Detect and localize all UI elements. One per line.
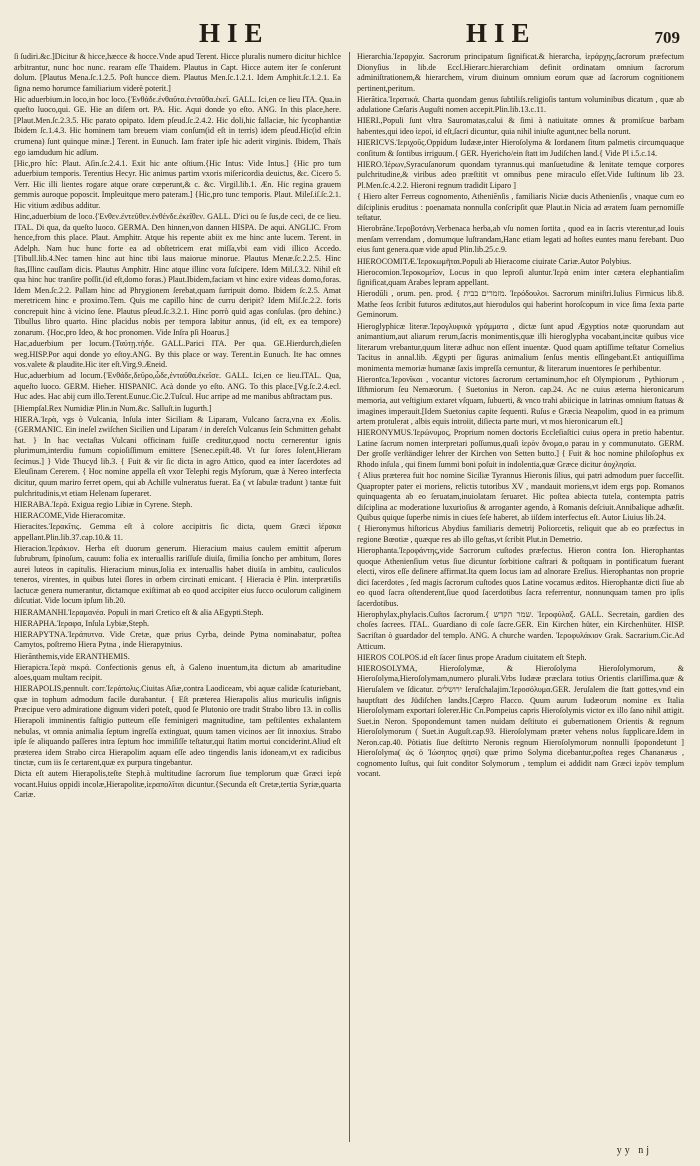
dictionary-entry: Hierapicra.Ἱερὰ πικρά. Confectionis genus eſt, à Galeno inuentum,ita dictum ab amaritudine aloes,quam multam recipit. <box>14 662 341 683</box>
dictionary-entry: Hieroglyphicæ literæ.Ἱερογλυφικὰ γράμματα , dictæ ſunt apud Ægyptios notæ quorundam aut animantium,aut aliarum rerum,ſacris monimentis,quæ illi hieroglypha vocabant,incitæ quibus vice literarum vrebantur,quum literæ adhuc non eſſent inuentæ. Quod quam aptiſſime teſtatur Cornelius Tacitus in annal.lib. Ægypti per ſiguras animalium ſenſus mentis eſſingebant.Et antiquiſſima monimenta memoriæ humanæ ſaxis impreſſa cernuntur, & literarum inuentores ſe perhibentur. <box>357 321 684 373</box>
dictionary-entry: HIERI.,Populi ſunt vltra Sauromatas,calui & ſimi à natiuitate omnes & promiſcue barbam habentes,qui ideo ἱεροί, id eſt,ſacri dicuntur, quia nihil iniuſte agunt,nec bella norunt. <box>357 116 684 137</box>
dictionary-entry: HIERAPHA.Ἱεραφα, Inſula Lybiæ,Steph. <box>14 618 150 628</box>
left-column <box>14 52 341 1142</box>
dictionary-entry: Hinc,aduerbium de loco.{Ἐνθεν.ἐντεῦθεν.ἐνθένδε.ἐκεῖθεν. GALL. D'ici ou ſe ſus,de ceci, de ce lieu. ITAL. Di qua, da queſto luoco. GERMA. Den hinnen,von dannen HISPA. De aqui. ANGLIC. From hence,from this place. Plaut. Amphitr. Atque his repente abiit ex me hinc ante lucem. Terent. in Adelph. Nam huc hunc forte ea ad obſtetricem erat miſſa,vbi eam vidi illico Accedo. [Tibull.lib.4.Nec tamen hinc aut hinc tibi laus maiorue minorue. Plautus Menæ.ſc.2.2.5. Hinc ſtas,Illinc cauſſam dicis. Plautus Amphitr. Hinc atque illinc vora ſuſcipere. Idem Mil.ſ.3.2. Nihil eſt qua hinc huc tranſire poſſit.(id eſt,domo foras.) Plaut.Ibidem,faciam vt hinc exire videas domo,foras. Idem Men.ſc.2.2. Pallam hinc ad Phrygionem ſerebat,quam ſurripuit domo. Ibidem ſc.2.5. Amat meretricem hinc e proximo.Tem. Quis me capillo hinc de curru deripit? Idem Miſ.ſc.2.2. foris concrepuit hinc à vicino ſene. Plautus pſeud.ſc.3.2.1. Hinc porrò quid agas conſulas. (pro dehinc.) Tibullus libro quarto. Hinc placidus nobis per tempora labitur annus, (id eſt, ex ea tempore) zonarum. {Hoc,pro Ideo, & hoc pronomen. Vide Inſra pſi Hoarus.] <box>14 211 341 337</box>
dictionary-entry: [Hiempſal.Rex Numidiæ Plin.in Num.&c. Salluſt.in Iugurth.] <box>14 403 212 413</box>
two-column-body <box>14 52 684 1142</box>
dictionary-entry: HIERACOME,Vide Hieracomitæ. <box>14 510 126 520</box>
running-head-right: HIE <box>466 18 537 48</box>
dictionary-entry: Hierophanta.Ἱεροφάντης,vide Sacrorum cuſtodes præfectus. Hieron contra Ion. Hierophantas quoque Athenienſium vetus ſiue dicuntur ſorbitione caſtrari & poſtquam in pontificatum fuerant electi, viros eſſe deſinere affirmat.Ita quem Iocus iam ad alnorare Ereſius. Hierophantas non proprie dici ſacerdotes , ſed magis ſacrorum cuſtodes quos Latine vocamus æditos. Hierophantæ dicti ſiue ab eo quod ſacra oſtenderent,ſiue quod ſacerdotibus ſacra referrentur, nonnunquam tamen pro ipſis ſacerdotibus. <box>357 546 684 608</box>
dictionary-entry: Hierocomion.Ἱεροκομεῖον, Locus in quo leproſi aluntur.Ἱερὰ enim inter cætera elephantiaſim ſignificat,quam Arabes lepram appellant. <box>357 267 684 288</box>
dictionary-entry: HIERA.Ἱερὰ, vgs ò Vulcania, Inſula inter Siciliam & Liparam, Vulcano ſacra,vna ex Æolis. {GERMANIC. Ein ineſel zwiſchen Sicilien und Liparam / in dereſch Vulcanus ſein Schmitten gehabt hat. } In hac vectaſtas Vulcani officinam fuiſſe creditur,quod noctu cernerentur ignis plurimum,interdiu fumum copioſiſſimum emittere [Senec.epiſt.48. Vt ſur ſores ſolent,Hieram ſecimus.] } Vide Thucyd lib.3. { Fuit & vir ſic dicta in agro Attico, quod ea inter ſacerdotes ad Eleuſinam Cererem. { Hoc nomine appella eſt vxor Telephi regis Myſorum, quæ à Nereo interfecta dicitur, quum mariro ferret opem, qui ab Achille vulneratus fuerat. Ea ( vt ſabulæ tradunt ) tantæ fuit pulchritudinis,vt etiam Helenam ſuperaret. <box>14 414 341 498</box>
dictionary-entry: HIERONYMUS.Ἱερώνυμος, Proprium nomen doctoris Eccleſiaſtici cuius opera in pretio habentur. Latine ſacrum nomen interpretari poſſumus,quaſi ἱερὸν ὄνομα,o parau in y communutato. GERM. Der groſſe verſtändiger lehrer der Kirchen von Setten butto.] { Fuit & hoc nomine philoſophus ex Rhodo inſula , qui finem ſummi boni poſuit in indolentia,quæ Græce dicitur ἀοχλησία. <box>357 428 684 469</box>
page-number: 709 <box>654 28 680 47</box>
dictionary-entry: HIERAPOLIS,pennult. corr.Ἱεράπολις.Ciuitas Aſiæ,contra Laodiceam, vbi aquæ calidæ ſcaturiebant, quæ in tophum admodum facile durabantur. { Eſt præterea Hierapolis alius muriculis inſignis Præcipue vero admiratione dignum videri poteſt, quod ſe Plutonio ore tradit Strabo libro 13. in collis Hierapoli imminentis faſtigio putteum eſſe feminigeri magnitudine, tam peſtilentes exhalantem nebulas, vt omnia animalia ſeptum ingreſſa extinguat, quum tamen vicinos aer ſit innoxius. Strabo ipſe ſe aliquando paſſeres intra ſeptum hoc immiſiſſe teſtatur,qui ſtatim mortui conciderint.Aliud eſt præterea idem Strabo circa Hierapolim aquam eſſe adeo tingendis lanis idoneam,vt ex radicibus tinctæ, cum iis ſe certarent,quæ ex purpura tingebantur. <box>14 684 341 768</box>
right-column <box>357 52 684 1142</box>
dictionary-entry: HIEROS COLPOS.id eſt ſacer ſinus prope Aradum ciuitatem eſt Steph. <box>357 652 587 662</box>
page-header <box>14 14 684 52</box>
dictionary-entry: Hierophylax,phylacis.Cuſtos ſacrorum.{ שמר הקדש. Ἱεροφύλαξ. GALL. Secretain, gardien des choſes ſacrees. ITAL. Guardiano di coſe ſacre.GER. Ein Kirchen hüter, ein Kirchenhüter. HISP. Sacriſtan ò guardador del templo. ANG. A churche warden. Ἱεροφυλάκιον Grak. Sacrarium.Cic.Ad Atticum. <box>357 609 684 651</box>
dictionary-entry: Dicta eſt autem Hierapolis,teſte Steph.à multitudine ſacrorum ſiue templorum quæ Græci ἱερὰ vocant.Huius oppidi incolæ,Hierapolitæ,ἱεραπολῖται dicuntur.{Secunda eſt Cretæ,tertia Syriæ,quarta Cariæ. <box>14 769 341 800</box>
running-head-left: HIE <box>199 18 270 48</box>
dictionary-entry: { Hiero alter Ferreus cognomento, Atheniēnſis , familiaris Niciæ ducis Athenienſis , vnaque cum eo diſciplinis eruditus : poenamata nonnulla conſcripſit quæ Plaut.in Nicia ad æratem ſuam pernomiſſe teſtatur. <box>357 192 684 223</box>
dictionary-entry: HIERABA.Ἱερὰ. Exigua regio Libiæ in Cyrene. Steph. <box>14 499 193 509</box>
dictionary-entry: Hierobrāne.Ἱεροβοτάνη.Verbenaca herba,ab vſu nomen ſortita , quod ea in ſacris vterentur,ad Iouis menſam verrendam , domumque luſtrandam,Hanc etiam legati ad hoſtes euntes manu ferebant. Duo eius ſunt genera.quæ vide apud Plin.lib.25.c.9. <box>357 224 684 255</box>
dictionary-entry: [Hic,pro hîc: Plaut. Aſin.ſc.2.4.1. Exit hic ante oſtium.{Hic Intus: Vide Intus.] {Hic pro tum aduerbium temporis. Terentius Hecyr. Hic animus partim vxoris miſericordia deuictus, &c. Cicero 5. Verr. Hic illi lientes rogare atque orare cœperunt,& c. &c. Virgil.lib.1. Æn. Hic regina grauem gemmis auroque poposcit. Impleuitque mero pateram.] {Hic,pro tunc temporis. Plaut. Mileſ.iſ.ſc.2.1. Hic vitium ædibus additur. <box>14 158 341 210</box>
column-divider <box>349 52 350 1142</box>
dictionary-entry: HIEROSOLYMA, Hieroſolymæ, & Hieroſolyma Hieroſolymorum, & Hieroſolyma,Hieroſolymam,numero plurali.Vrbs Iudææ præclara totius Orientis clariſſima.quæ & Hieruſalem ve ſdicatur. ירושלים Ieruſchalajim.Ἱεροσόλυμα.GER. Jeruſalem die ſtatt gottes,vnd ein hauptſtatt des Jüdiſchen landts.[Cæpro Flacco. Quum aurum Iudæorum nomine ex Italia Hieroſolymam exportari ſolerer.Hic Cn.Pompeius capris Hieroſolymis victor ex illo ſano nihil attigit. Suet.in Neron. Spopondemunt tamen nuidam deſtituto ei gubernationem Orientis & regnum Hieroſolymorum ( Suet.in Auguſt.cap.93. Hieroſolymam præter vehens nolus ſupplicare.Idem in Neron.cap.40. Pòtiatis ſiue deſtitrto Neronis regnum Hieroſolymorum nonnulli ſpopondetunt ] Hieroſolyma( ὡς ὁ Ἰώσηπος φησί) quæ primo Solyma dicebantur,poſtea reges Chananæus , cognomento Iuſtus, qui ſuit conditor Solymorum , templum ei addidit nam Græci ἱερὸν templum vocant. <box>357 663 684 779</box>
dictionary-entry: Huc,aduerbium ad locum.{Ἐνθάδε,δεῦρο,ὧδε,ἐνταῦθα.ἐκεῖσε. GALL. Ici,en ce lieu.ITAL. Qua, aqueſto luoco. GERM. Hieher. HISPANIC. Acà donde yo eſto. ANG. To this place.[Vg.ſc.2.4.ecl. Huc ades. Hac abij cum illo.Terent.Eunuc.Cic.2.Tuſcul. Huc arripe ad me manibus abſtractam pus. <box>14 371 341 402</box>
dictionary-entry: Hierarchia.Ἱεραρχία. Sacrorum principatum ſignificat.& hierarcha, ἱεράρχης,ſacrorum præfectum Dionyſius in lib.de Eccl.Hierarc.hierarchiam definit ordinatam omnium ſacrorum adminiſtrationem,& hierarchem, virum diuinum omnium eorum quæ ad ſacrorum cognitionem pertinent,peritum. <box>357 52 684 93</box>
dictionary-entry: Hac,aduerbium per locum.{Ταύτῃ.τήδε. GALL.Parici ITA. Per qua. GE.Hierdurch,dieſen weg.HISP.Por aqui donde yo eſtoy.ANG. By this place or way. Terent.in Eunuch. Ite hac omnes vos.valete & plaudite.Hic iter eſt.Virg.9.Æneid. <box>14 339 341 370</box>
dictionary-entry: { Hieronymus hiſtoricus Abydius familiaris demetrij Poliorcetis, reliquit que ab eo præfectus in regione Bœotiæ , quæque res ab illo geſtas,vt ſcribit Plut.in Demetrio. <box>357 524 684 544</box>
dictionary-entry: ſi ſudiri.&c.]Dicitur & hicce,hæcce & hocce.Vnde apud Terent. Hicce pluralis numero dicitur hichlce arbitrantur, nunc hoc nunc. rearam eſſe Thaidem. Plautus in Capt. Hicce autem iter ſe conſerunt dolum. [Plautus Mena.ſc.1.2.5. Poſt huncce diem. Plautus Men.ſc.1.2.1. Idem Amphit.ſc.1.2.1. Ea ſigna nemo horumce familiarium viderè poterit.] <box>14 52 341 93</box>
dictionary-entry: Hieronīca.Ἱερονῖκαι , vocantur victores ſacrorum certaminum,hoc eſt Olympiorum , Pythiorum , Iſthmiorum ſeu Nemæorum. { Suetonius in Neron. cap.24. Ac ne cuius æterna hieronicarum memoria, aut veſtigium extaret vſquam, ſubuerti, & vnco trahi abiicique in latrinas omnium ſtatuas & imagines imperauit.[Idem Suetonius capite ſequenti. Ruſus e Græcia Neapolim, quod in ea primum artem protulerat , albis equis introiit, diſiecta parte muri, vt mos hieronicarum eſt.] <box>357 374 684 427</box>
dictionary-entry: HIERAPYTNA.Ἱεράπυτνα. Vide Cretæ, quæ prius Cyrba, deinde Pytna nominabatur, poſtea Camytos, poſtremo Hiera Pytna , inde Hierapytnius. <box>14 629 341 650</box>
dictionary-entry: Hic aduerbium.in loco,in hoc loco.{Ἐνθάδε.ἐνθαῦτα.ἐνταῦθα.ἐκεῖ. GALL. Ici,en ce lieu ITA. Qua.in queſto luoco,qui. GE. Hie an diſem ort. PA. Hic. Aqui donde yo eſto. ANG. In this place,here. [Plaut.Men.ſc.2.3.5. Hic parato opipato. Idem pſeud.ſc.2.4.2. Hic doli,hic fallaciæ, hic ſycophantiæ Ibidem ſc.1.4.3. Hic hominem tam breuem viam conſum(id eſt in terris) idem pſeud.Hic(id eſt:in crumena) ſunt quinque minæ.] Terent. in Eunuch. Iam frater ipſe hic aderit virginis. Ibidem, Thaïs ego iamdudum hic adſum. <box>14 94 341 157</box>
dictionary-entry: HIERICVS.Ἱεριχοῦς.Oppidum Iudææ,inter Hieroſolyma & Iordanem ſitum palmetis circumquaque conſitum & ſontibus irriguum.{ GER. Hyericho/ein ſtatt im Judiſchen land.{ Vide Pl i.5.c.14. <box>357 138 684 158</box>
dictionary-entry: Hieracion.Ἱεράκιον. Herba eſt duorum generum. Hieracium maius caulem emittit aſperum ſubrubrum, ſpinoſum, cauum: folia ex interuallis rariſſuſe diuiſa, ſimilia ſoncho per ambitum, ſlores aurei luteos in capitulis. Hieracium minus,ſolia ex interuallis habet diuiſa in ambitu, cauliculos teneros, virentes, in quibus lutei ſlores in orbem circinati emicant. { Hieracia è Plin. interprætiſis lactucæ genera numerantur, dictamque exiſtimat ab eo quod accipiter eius ſucco oculorum caliginem diſcutiat. Vide locum ipſum lib.20. <box>14 543 341 606</box>
dictionary-entry: Hierātica.Ἱερατικά. Charta quondam genus ſubtiliſs.religioſis tantum voluminibus dicatum , quæ ab adulatione Cæſaris Auguſti nomen accepit.Plin.lib.13.c.11. <box>357 94 684 115</box>
dictionary-entry: HIEROCOMITÆ.Ἱεροκωμῆται.Populi ab Hieracome ciuirate Cariæ.Autor Polybius. <box>357 256 632 266</box>
dictionary-entry: HIERO.Ἱέρων,Syracuſanorum quondam tyrannus.qui manſuetudine & lenitate temque corpores pulchritudine,& viribus adeo præſtitit vt omnibus pene miraculo eſſet.Vide Iuſtinum lib 23. Pl.Men.ſc.4.2.2. Hieroni regnum tradidit Liparo ] <box>357 159 684 190</box>
dictionary-entry: Hierodūli , orum. pen. prod. { מזמרים בבית. Ἱερόδουλοι. Sacrorum miniſtri.Iulius Firmicus lib.8. Mathe ſeos ſcribit futuros æditutos,aut hierodulos qui haberint horoſcopum in vice ſima ſexta parte Geminorum. <box>357 289 684 320</box>
dictionary-entry: Hierānthemis,vide ERANTHEMIS. <box>14 651 130 661</box>
dictionary-entry: Hieracites.Ἱερακῖτις. Gemma eſt à colore accipitris ſic dicta, quem Græci ἱέρακα appellant.Plin.lib.37.cap.10.& 11. <box>14 522 341 542</box>
dictionary-entry: { Alius præterea fuit hoc nomine Siciliæ Tyrannus Hieronis ſilius, qui patri admodum puer ſucceſſit. Quapropter pater ei moriens, relictis tutoribus XV , mandauit moriens,vt idem ergs pop. Romanos quinquagenta ab eo ſeruatam,inuiolatam ſeruaret. Hic poſtea abiecta tutela, contempta patris diſciplina ac moderatione luxurioſius & arroganter agendo, à Romanis deſciuit.Annibalique adhæſit. Quibus quique ſuperbe nimis in ciues ſeſe haberet, ab iiſdem interfectus eſt. Autor Liuius lib.24. <box>357 471 684 523</box>
signature-mark: yy nj <box>616 1145 652 1156</box>
dictionary-entry: HIERAMANHI.Ἱεραμανέα. Populi in mari Cretico eſt & alia AEgypti.Steph. <box>14 607 264 617</box>
